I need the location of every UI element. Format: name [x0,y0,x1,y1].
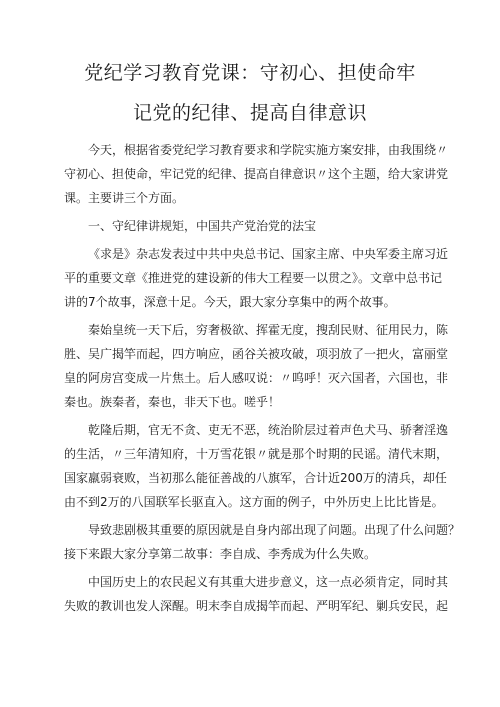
paragraph-qiushi [64,242,449,314]
paragraph-line: 皇的阿房宫变成一片焦土。后人感叹说：〃呜呼！灭六国者，六国也，非 [64,371,449,385]
paragraph-line: 国家羸弱衰败，当初那么能征善战的八旗军，合计近200万的清兵，却任 [64,471,447,485]
paragraph-line: 胜、吴广揭竿而起，四方响应，函谷关被攻破，项羽放了一把火，富丽堂 [64,347,449,361]
title-line-2: 记党的纪律、提高自律意识 [132,102,367,124]
paragraph-line: 秦也。族秦者，秦也，非天下也。嗟乎！ [64,395,281,409]
paragraph-line: 今天，根据省委党纪学习教育要求和学院实施方案安排，由我围绕〃 [88,143,449,157]
section-heading-1 [64,214,436,238]
paragraph-line: 平的重要文章《推进党的建设新的伟大工程要一以贯之》。文章中总书记 [64,271,443,285]
document-title [64,62,436,124]
paragraph-line: 导致悲剧极其重要的原因就是自身内部出现了问题。出现了什么问题？ [88,523,461,537]
paragraph-line: 《求是》杂志发表过中共中央总书记、国家主席、中央军委主席习近 [88,247,449,261]
paragraph-line: 课。主要讲三个方面。 [64,191,185,205]
paragraph-line: 中国历史上的农民起义有其重大进步意义，这一点必须肯定，同时其 [88,575,449,589]
paragraph-line: 讲的7个故事，深意十足。今天，跟大家分享集中的两个故事。 [64,295,396,309]
section-heading-text: 一、守纪律讲规矩，中国共产党治党的法宝 [88,219,317,233]
paragraph-line: 的生活，〃三年清知府，十万雪花银〃就是那个时期的民谣。清代末期， [64,447,449,461]
paragraph-peasant-uprising [64,570,449,618]
paragraph-line: 接下来跟大家分享第二故事：李自成、李秀成为什么失败。 [64,547,377,561]
title-line-1: 党纪学习教育党课：守初心、担使命牢 [84,62,416,84]
paragraph-intro [64,138,449,210]
paragraph-tragedy [64,518,461,566]
document-body [64,138,461,618]
paragraph-line: 守初心、担使命，牢记党的纪律、提高自律意识〃这个主题，给大家讲党 [64,167,449,181]
paragraph-qin [64,318,449,414]
paragraph-line: 乾隆后期，官无不贪、吏无不恶，统治阶层过着声色犬马、骄奢淫逸 [88,423,449,437]
paragraph-qianlong [64,418,449,514]
paragraph-line: 秦始皇统一天下后，穷奢极欲、挥霍无度，搜刮民财、征用民力，陈 [88,323,449,337]
paragraph-line: 由不到2万的八国联军长驱直入。这方面的例子，中外历史上比比皆是。 [64,495,444,509]
paragraph-line: 失败的教训也发人深醒。明末李自成揭竿而起、严明军纪、剿兵安民，起 [64,599,449,613]
